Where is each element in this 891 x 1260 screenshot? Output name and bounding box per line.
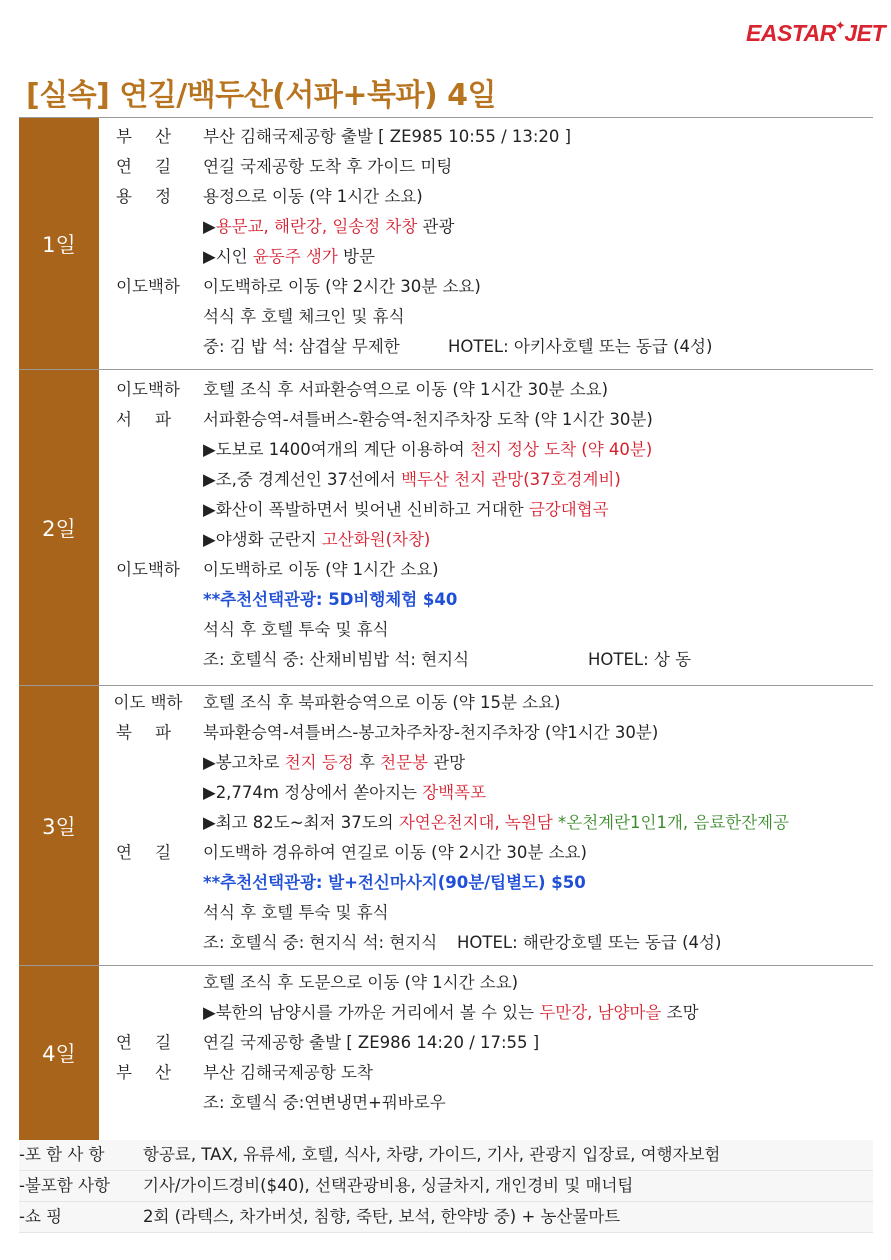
schedule-line [99,1088,873,1118]
schedule-text [203,585,457,615]
plain-text: 중: 김 밥 석: 삼겹살 무제한 [203,337,400,356]
day-row [19,686,873,966]
schedule-line [99,465,873,495]
notes-section [19,1140,873,1233]
schedule-text [203,1058,373,1088]
highlight-text: 천지 정상 도착 (약 40분) [469,440,653,459]
place-label: 연 길 [115,157,181,176]
plain-text: 관망 [427,753,466,772]
schedule-line [99,645,873,675]
plain-text: 연길 국제공항 출발 [ ZE986 14:20 / 17:55 ] [203,1033,540,1052]
logo-text-right: JET [844,20,885,46]
day-content [99,118,873,370]
plain-text: ▶2,774m 정상에서 쏟아지는 [203,783,423,802]
schedule-text [203,152,452,182]
note-label: -포 함 사 항 [19,1145,105,1164]
plain-text: 조: 호텔식 중: 산채비빔밥 석: 현지식 [203,650,470,669]
schedule-line [99,838,873,868]
place-label: 이도백하 [116,380,180,399]
schedule-text [203,555,439,585]
extra-note-text: *온천계란1인1개, 음료한잔제공 [552,813,790,832]
plain-text: 이도백하로 이동 (약 2시간 30분 소요) [203,277,481,296]
plain-text: 이도백하 경유하여 연길로 이동 (약 2시간 30분 소요) [203,843,587,862]
plain-text: 서파환승역-셔틀버스-환승역-천지주차장 도착 (약 1시간 30분) [203,410,653,429]
schedule-text [203,272,481,302]
note-value: 기사/가이드경비($40), 선택관광비용, 싱글차지, 개인경비 및 매너팁 [143,1176,634,1195]
day-row [19,370,873,686]
logo-star-icon: ✦ [834,18,846,33]
schedule-text [203,212,454,242]
schedule-text [203,435,652,465]
day-label: 3일 [19,686,99,966]
schedule-line [99,525,873,555]
schedule-line [99,375,873,405]
plain-text: ▶도보로 1400여개의 계단 이용하여 [203,440,470,459]
schedule-line [99,272,873,302]
place-label: 이도백하 [116,560,180,579]
highlight-text: 용문교, 해란강, 일송정 차창 [215,217,418,236]
plain-text: ▶북한의 남양시를 가까운 거리에서 볼 수 있는 [203,1003,540,1022]
plain-text: 호텔 조식 후 도문으로 이동 (약 1시간 소요) [203,973,519,992]
plain-text: 호텔 조식 후 서파환승역으로 이동 (약 1시간 30분 소요) [203,380,609,399]
logo-text-left: EASTAR [746,20,836,46]
day-row [19,966,873,1141]
hotel-info: HOTEL: 아키사호텔 또는 동급 (4성) [448,337,713,356]
highlight-text: 고산화원(차창) [321,530,431,549]
schedule-text [203,898,389,928]
schedule-line [99,808,873,838]
plain-text: ▶조,중 경계선인 37선에서 [203,470,402,489]
schedule-text [203,405,653,435]
day-content [99,370,873,686]
place-label: 이도백하 [116,277,180,296]
plain-text: 석식 후 호텔 투숙 및 휴식 [203,903,389,922]
page-title: [실속] 연길/백두산(서파+북파) 4일 [26,78,496,113]
schedule-line [99,998,873,1028]
plain-text: 용정으로 이동 (약 1시간 소요) [203,187,423,206]
place-label: 서 파 [115,410,181,429]
schedule-text [203,495,609,525]
plain-text: 방문 [337,247,375,266]
schedule-line [99,688,873,718]
schedule-line [99,555,873,585]
schedule-text [203,375,608,405]
schedule-text [203,302,405,332]
place-label: 용 정 [115,187,181,206]
note-row [19,1202,873,1233]
plain-text: 조: 호텔식 중: 현지식 석: 현지식 [203,933,438,952]
schedule-line [99,405,873,435]
schedule-line [99,898,873,928]
schedule-text [203,332,400,362]
highlight-text: 백두산 천지 관망(37호경계비) [401,470,621,489]
plain-text: 석식 후 호텔 투숙 및 휴식 [203,620,389,639]
schedule-text [203,838,587,868]
highlight-text: 장백폭포 [422,783,487,802]
place-label: 이도 백하 [113,693,183,712]
highlight-text: 금강대협곡 [528,500,609,519]
schedule-text [203,645,469,675]
hotel-info: HOTEL: 상 동 [588,650,692,669]
schedule-line [99,1028,873,1058]
plain-text: ▶야생화 군란지 [203,530,322,549]
plain-text: 이도백하로 이동 (약 1시간 소요) [203,560,439,579]
plain-text: 부산 김해국제공항 도착 [203,1063,373,1082]
plain-text: 관광 [417,217,455,236]
schedule-text [203,808,789,838]
plain-text: 석식 후 호텔 체크인 및 휴식 [203,307,405,326]
schedule-text [203,525,430,555]
schedule-line [99,718,873,748]
plain-text: ▶봉고차로 [203,753,285,772]
place-label: 연 길 [115,843,181,862]
highlight-text: 자연온천지대, 녹원담 [398,813,553,832]
schedule-text [203,968,518,998]
eastar-jet-logo [746,20,885,47]
place-label: 연 길 [115,1033,181,1052]
schedule-text [203,242,375,272]
day-label: 4일 [19,966,99,1141]
plain-text: ▶시인 [203,247,253,266]
schedule-line [99,585,873,615]
place-label: 북 파 [115,723,181,742]
schedule-text [203,718,658,748]
plain-text: ▶화산이 폭발하면서 빚어낸 신비하고 거대한 [203,500,529,519]
schedule-line [99,615,873,645]
schedule-line [99,122,873,152]
schedule-line [99,332,873,362]
schedule-line [99,182,873,212]
plain-text: ▶ [203,217,216,236]
plain-text: 북파환승역-셔틀버스-봉고차주차장-천지주차장 (약1시간 30분) [203,723,659,742]
schedule-text [203,1028,539,1058]
day-content [99,966,873,1141]
schedule-line [99,302,873,332]
optional-tour-text: **추천선택관광: 5D비행체험 $40 [203,590,458,609]
note-row [19,1140,873,1171]
plain-text: ▶최고 82도~최저 37도의 [203,813,399,832]
schedule-text [203,778,486,808]
plain-text: 조망 [661,1003,699,1022]
note-row [19,1171,873,1202]
highlight-text: 천지 등정 [284,753,354,772]
note-value: 항공료, TAX, 유류세, 호텔, 식사, 차량, 가이드, 기사, 관광지 입장료, 여행자보험 [143,1145,721,1164]
schedule-line [99,152,873,182]
day-row [19,118,873,370]
schedule-text [203,122,571,152]
note-label: -쇼 핑 [19,1207,63,1226]
schedule-line [99,868,873,898]
itinerary-table [19,117,873,1141]
plain-text: 조: 호텔식 중:연변냉면+꿔바로우 [203,1093,446,1112]
schedule-line [99,242,873,272]
plain-text: 연길 국제공항 도착 후 가이드 미팅 [203,157,453,176]
highlight-text: 두만강, 남양마을 [539,1003,662,1022]
highlight-text: 윤동주 생가 [252,247,338,266]
schedule-line [99,778,873,808]
day-label: 1일 [19,118,99,370]
schedule-line [99,435,873,465]
plain-text: 부산 김해국제공항 출발 [ ZE985 10:55 / 13:20 ] [203,127,572,146]
schedule-text [203,1088,446,1118]
day-label: 2일 [19,370,99,686]
plain-text: 후 [353,753,381,772]
schedule-text [203,465,621,495]
schedule-line [99,212,873,242]
plain-text: 호텔 조식 후 북파환승역으로 이동 (약 15분 소요) [203,693,561,712]
schedule-text [203,688,561,718]
schedule-line [99,968,873,998]
schedule-text [203,998,699,1028]
schedule-line [99,928,873,958]
note-value: 2회 (라텍스, 차가버섯, 침향, 죽탄, 보석, 한약방 중) + 농산물마트 [143,1207,621,1226]
place-label: 부 산 [115,1063,181,1082]
optional-tour-text: **추천선택관광: 발+전신마사지(90분/팁별도) $50 [203,873,586,892]
schedule-text [203,748,465,778]
schedule-line [99,748,873,778]
highlight-text: 천문봉 [380,753,428,772]
schedule-text [203,928,437,958]
place-label: 부 산 [115,127,181,146]
schedule-line [99,495,873,525]
schedule-line [99,1058,873,1088]
day-content [99,686,873,966]
schedule-text [203,615,389,645]
schedule-text [203,182,423,212]
schedule-text [203,868,586,898]
hotel-info: HOTEL: 해란강호텔 또는 동급 (4성) [457,933,722,952]
note-label: -불포함 사항 [19,1176,110,1195]
